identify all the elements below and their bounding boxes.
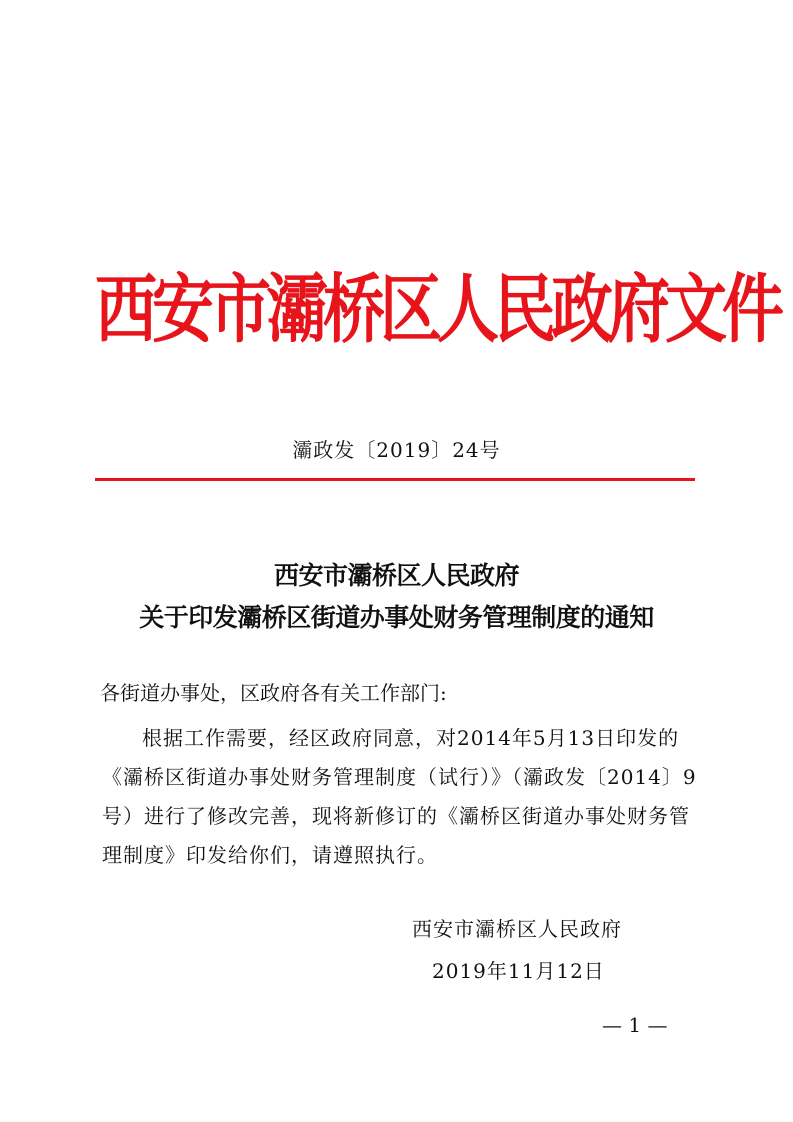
issue-date: 2019年11月12日	[432, 959, 605, 983]
body-paragraph-line: 理制度》印发给你们，请遵照执行。	[102, 843, 438, 867]
issuer-signature: 西安市灞桥区人民政府	[412, 917, 622, 941]
document-title-line-1: 西安市灞桥区人民政府	[273, 561, 519, 590]
document-masthead: 西安市灞桥区人民政府文件	[95, 265, 780, 354]
document-number: 灞政发〔2019〕24号	[292, 438, 501, 462]
body-paragraph-line: 号）进行了修改完善，现将新修订的《灞桥区街道办事处财务管	[102, 804, 690, 828]
document-title-line-2: 关于印发灞桥区街道办事处财务管理制度的通知	[139, 603, 654, 632]
body-paragraph-line: 根据工作需要，经区政府同意，对2014年5月13日印发的	[142, 726, 680, 750]
red-divider-line	[95, 478, 695, 481]
salutation: 各街道办事处，区政府各有关工作部门:	[100, 681, 447, 705]
body-paragraph-line: 《灞桥区街道办事处财务管理制度（试行）》（灞政发〔2014〕9	[102, 765, 697, 789]
page-number: — 1 —	[602, 1013, 668, 1037]
